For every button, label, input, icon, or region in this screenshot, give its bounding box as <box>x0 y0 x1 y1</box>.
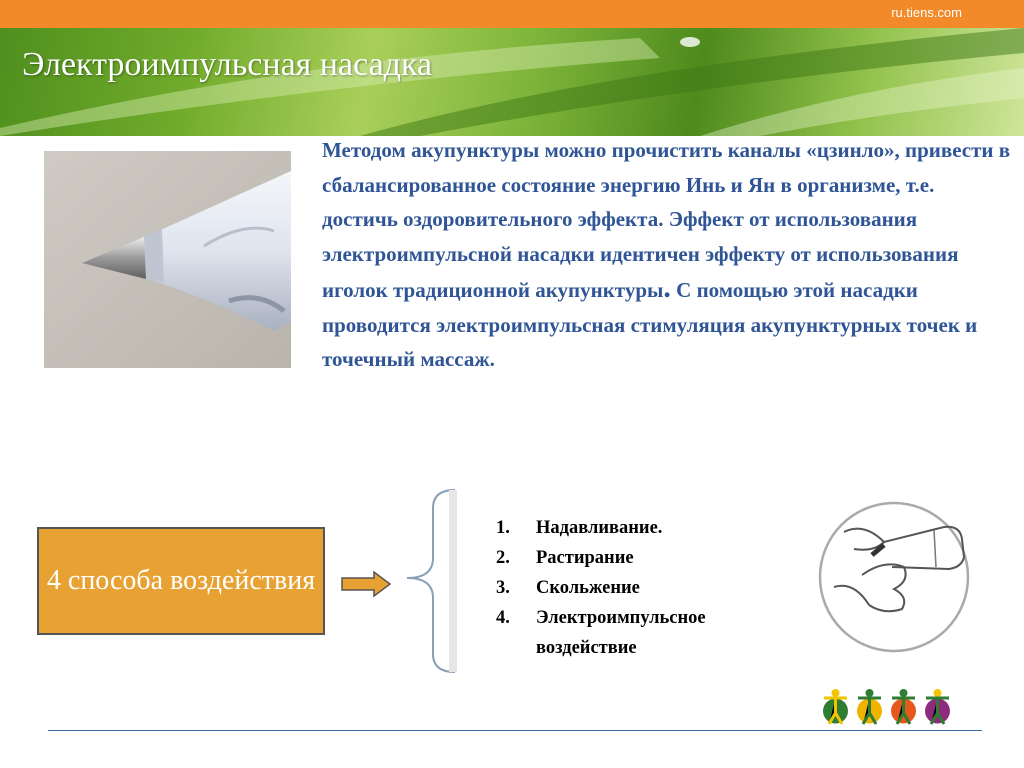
methods-count-box <box>37 527 325 635</box>
hand-massage-illustration <box>814 497 974 657</box>
list-item-number: 4. <box>496 608 510 628</box>
list-item-number: 3. <box>496 578 510 598</box>
acupuncture-nozzle-photo <box>44 151 291 368</box>
page-title: Электроимпульсная насадка <box>22 46 433 83</box>
list-item <box>496 543 781 573</box>
methods-count-label: 4 способа воздействия <box>46 565 316 596</box>
list-item <box>496 573 781 603</box>
top-bar <box>0 0 1024 28</box>
list-item-text: Электроимпульсное воздействие <box>536 608 706 658</box>
logo-figure-yellow-icon <box>856 689 883 725</box>
logo-figure-green-icon <box>822 689 849 725</box>
description-dot: . <box>663 271 671 304</box>
description-part-1: Методом акупунктуры можно прочистить каналы «цзинло», привести в сбалансированное состояние энергию Инь и Ян в организме, т.е. достичь оздоровительного эффекта. Эффект от использования электроимпульсной насадки идентичен эффекту от использования иголок традиционной акупунктуры <box>322 138 1011 302</box>
methods-list <box>496 513 781 663</box>
logo-figure-orange-icon <box>890 689 917 725</box>
list-item <box>496 603 781 663</box>
site-url[interactable]: ru.tiens.com <box>891 5 962 20</box>
description-text <box>322 133 1012 377</box>
list-item <box>496 513 781 543</box>
logo-figure-purple-icon <box>924 689 951 725</box>
footer-divider <box>48 730 982 731</box>
description-part-2: С помощью этой насадки проводится электроимпульсная стимуляция акупунктурных точек и точечный массаж. <box>322 278 978 371</box>
left-brace-icon <box>405 488 461 674</box>
logo-figures <box>822 689 951 725</box>
list-item-text: Надавливание. <box>536 518 663 538</box>
list-item-text: Скольжение <box>536 578 640 598</box>
arrow-right-icon <box>340 570 392 598</box>
list-item-number: 1. <box>496 518 510 538</box>
list-item-text: Растирание <box>536 548 634 568</box>
list-item-number: 2. <box>496 548 510 568</box>
